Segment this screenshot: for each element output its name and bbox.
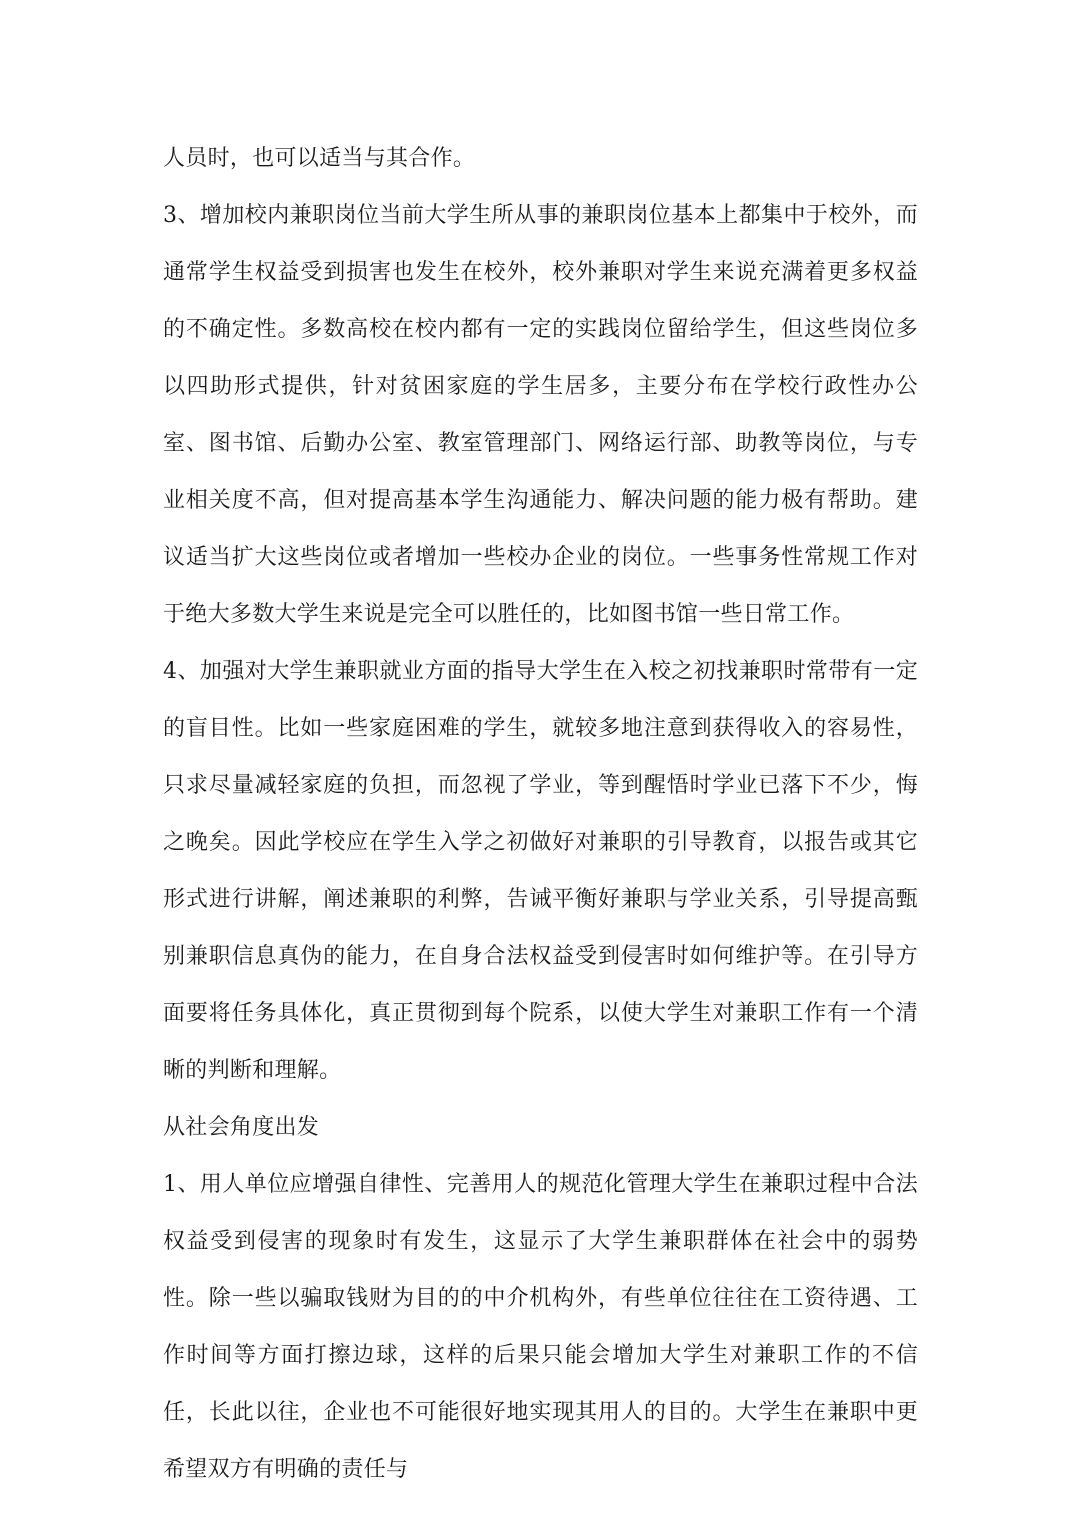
paragraph-item-3: 3、增加校内兼职岗位当前大学生所从事的兼职岗位基本上都集中于校外，而通常学生权益受到损害也发生在校外，校外兼职对学生来说充满着更多权益的不确定性。多数高校在校内都有一定的实践岗位留给学生，但这些岗位多以四助形式提供，针对贫困家庭的学生居多，主要分布在学校行政性办公室、图书馆、后勤办公室、教室管理部门、网络运行部、助教等岗位，与专业相关度不高，但对提高基本学生沟通能力、解决问题的能力极有帮助。建议适当扩大这些岗位或者增加一些校办企业的岗位。一些事务性常规工作对于绝大多数大学生来说是完全可以胜任的，比如图书馆一些日常工作。 [163,203,918,627]
document-body [163,130,918,1498]
paragraph-continuation: 人员时，也可以适当与其合作。 [163,146,476,171]
paragraph-item-1: 1、用人单位应增强自律性、完善用人的规范化管理大学生在兼职过程中合法权益受到侵害的现象时有发生，这显示了大学生兼职群体在社会中的弱势性。除一些以骗取钱财为目的的中介机构外，有些单位往往在工资待遇、工作时间等方面打擦边球，这样的后果只能会增加大学生对兼职工作的不信任，长此以往，企业也不可能很好地实现其用人的目的。大学生在兼职中更希望双方有明确的责任与 [163,1172,918,1482]
paragraph-item-4: 4、加强对大学生兼职就业方面的指导大学生在入校之初找兼职时常带有一定的盲目性。比如一些家庭困难的学生，就较多地注意到获得收入的容易性，只求尽量减轻家庭的负担，而忽视了学业，等到醒悟时学业已落下不少，悔之晚矣。因此学校应在学生入学之初做好对兼职的引导教育，以报告或其它形式进行讲解，阐述兼职的利弊，告诫平衡好兼职与学业关系，引导提高甄别兼职信息真伪的能力，在自身合法权益受到侵害时如何维护等。在引导方面要将任务具体化，真正贯彻到每个院系，以使大学生对兼职工作有一个清晰的判断和理解。 [163,659,918,1083]
section-heading: 从社会角度出发 [163,1115,320,1140]
